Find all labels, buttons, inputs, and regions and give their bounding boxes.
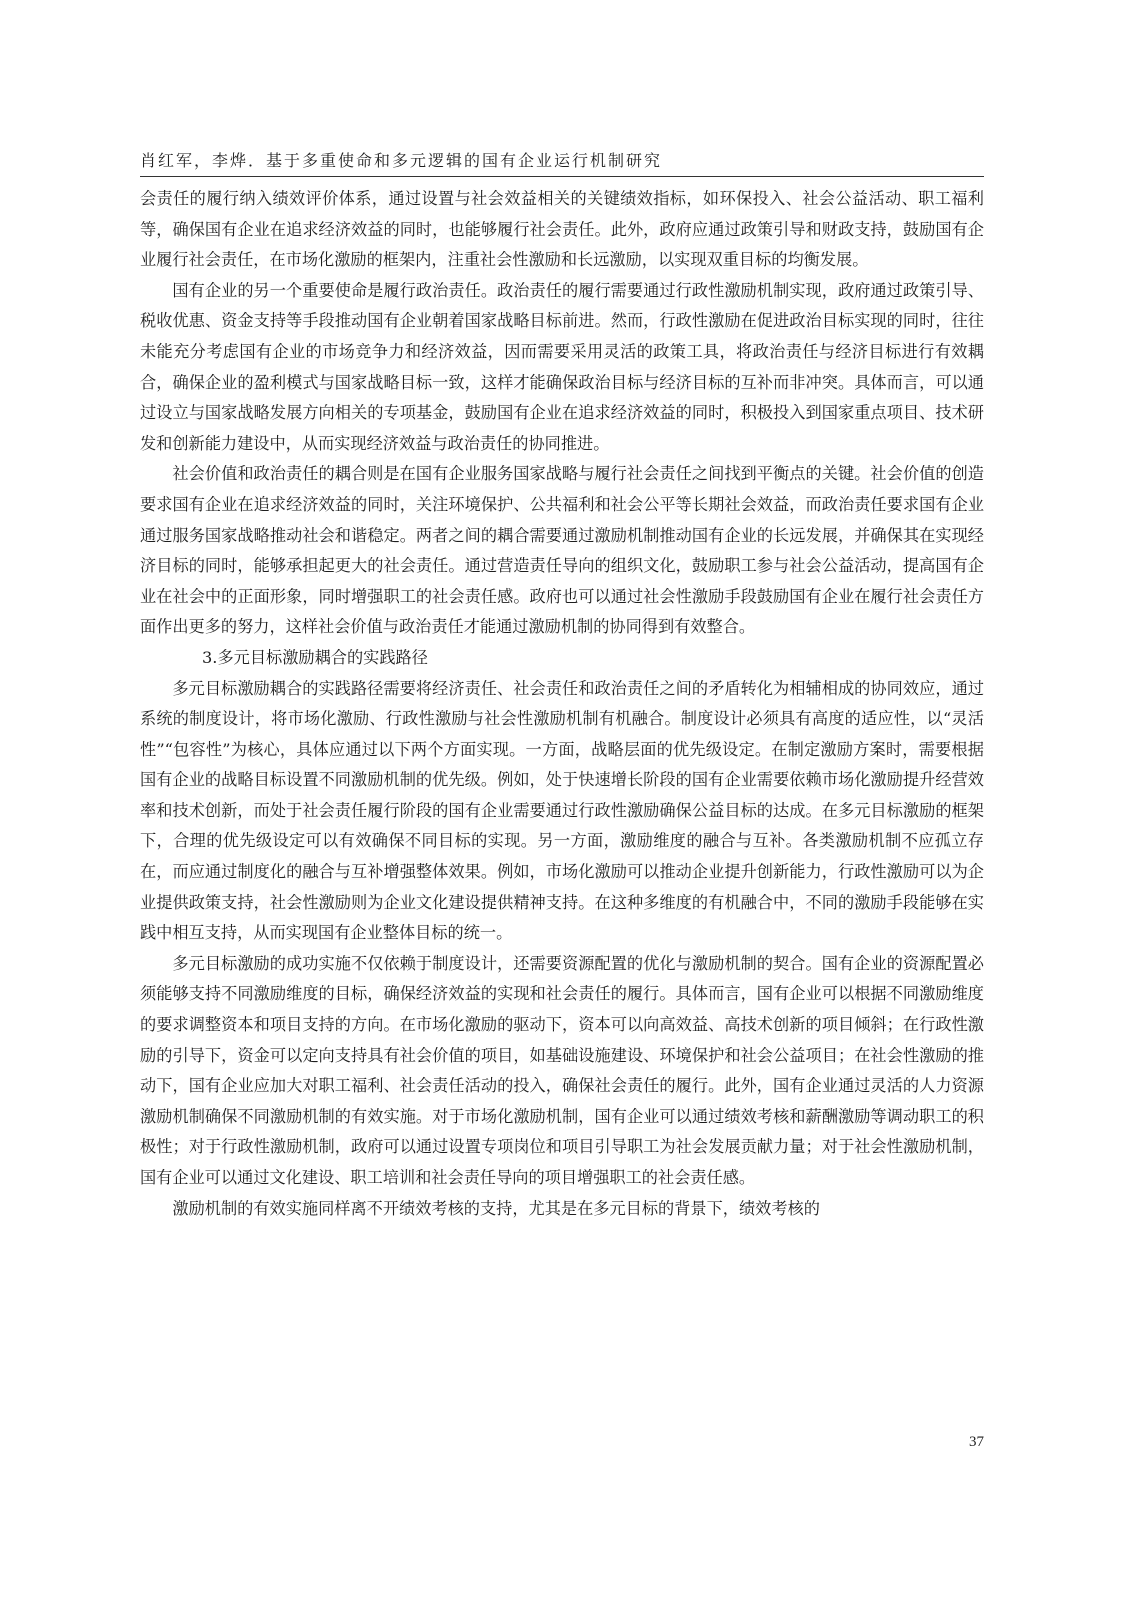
page-number: 37: [969, 1434, 984, 1450]
article-body: [140, 184, 984, 1224]
paragraph: 激励机制的有效实施同样离不开绩效考核的支持，尤其是在多元目标的背景下，绩效考核的: [172, 1198, 820, 1218]
paragraph: 国有企业的另一个重要使命是履行政治责任。政治责任的履行需要通过行政性激励机制实现，政府通过政策引导、税收优惠、资金支持等手段推动国有企业朝着国家战略目标前进。然而，行政性激励在促进政治目标实现的同时，往往未能充分考虑国有企业的市场竞争力和经济效益，因而需要采用灵活的政策工具，将政治责任与经济目标进行有效耦合，确保企业的盈利模式与国家战略目标一致，这样才能确保政治目标与经济目标的互补而非冲突。具体而言，可以通过设立与国家战略发展方向相关的专项基金，鼓励国有企业在追求经济效益的同时，积极投入到国家重点项目、技术研发和创新能力建设中，从而实现经济效益与政治责任的协同推进。: [140, 280, 984, 453]
paragraph: 社会价值和政治责任的耦合则是在国有企业服务国家战略与履行社会责任之间找到平衡点的关键。社会价值的创造要求国有企业在追求经济效益的同时，关注环境保护、公共福利和社会公平等长期社会效益，而政治责任要求国有企业通过服务国家战略推动社会和谐稳定。两者之间的耦合需要通过激励机制推动国有企业的长远发展，并确保其在实现经济目标的同时，能够承担起更大的社会责任。通过营造责任导向的组织文化，鼓励职工参与社会公益活动，提高国有企业在社会中的正面形象，同时增强职工的社会责任感。政府也可以通过社会性激励手段鼓励国有企业在履行社会责任方面作出更多的努力，这样社会价值与政治责任才能通过激励机制的协同得到有效整合。: [140, 464, 984, 637]
paragraph: 多元目标激励的成功实施不仅依赖于制度设计，还需要资源配置的优化与激励机制的契合。国有企业的资源配置必须能够支持不同激励维度的目标，确保经济效益的实现和社会责任的履行。具体而言，国有企业可以根据不同激励维度的要求调整资本和项目支持的方向。在市场化激励的驱动下，资本可以向高效益、高技术创新的项目倾斜；在行政性激励的引导下，资金可以定向支持具有社会价值的项目，如基础设施建设、环境保护和社会公益项目；在社会性激励的推动下，国有企业应加大对职工福利、社会责任活动的投入，确保社会责任的履行。此外，国有企业通过灵活的人力资源激励机制确保不同激励机制的有效实施。对于市场化激励机制，国有企业可以通过绩效考核和薪酬激励等调动职工的积极性；对于行政性激励机制，政府可以通过设置专项岗位和项目引导职工为社会发展贡献力量；对于社会性激励机制，国有企业可以通过文化建设、职工培训和社会责任导向的项目增强职工的社会责任感。: [140, 953, 984, 1187]
section-heading: 3.多元目标激励耦合的实践路径: [202, 647, 428, 667]
paragraph-continued: 会责任的履行纳入绩效评价体系，通过设置与社会效益相关的关键绩效指标，如环保投入、社会公益活动、职工福利等，确保国有企业在追求经济效益的同时，也能够履行社会责任。此外，政府应通过政策引导和财政支持，鼓励国有企业履行社会责任，在市场化激励的框架内，注重社会性激励和长远激励，以实现双重目标的均衡发展。: [140, 189, 984, 270]
paragraph: 多元目标激励耦合的实践路径需要将经济责任、社会责任和政治责任之间的矛盾转化为相辅相成的协同效应，通过系统的制度设计，将市场化激励、行政性激励与社会性激励机制有机融合。制度设计必须具有高度的适应性，以“灵活性”“包容性”为核心，具体应通过以下两个方面实现。一方面，战略层面的优先级设定。在制定激励方案时，需要根据国有企业的战略目标设置不同激励机制的优先级。例如，处于快速增长阶段的国有企业需要依赖市场化激励提升经营效率和技术创新，而处于社会责任履行阶段的国有企业需要通过行政性激励确保公益目标的达成。在多元目标激励的框架下，合理的优先级设定可以有效确保不同目标的实现。另一方面，激励维度的融合与互补。各类激励机制不应孤立存在，而应通过制度化的融合与互补增强整体效果。例如，市场化激励可以推动企业提升创新能力，行政性激励可以为企业提供政策支持，社会性激励则为企业文化建设提供精神支持。在这种多维度的有机融合中，不同的激励手段能够在实践中相互支持，从而实现国有企业整体目标的统一。: [140, 678, 984, 943]
running-title: 肖红军，李烨．基于多重使命和多元逻辑的国有企业运行机制研究: [140, 150, 984, 177]
